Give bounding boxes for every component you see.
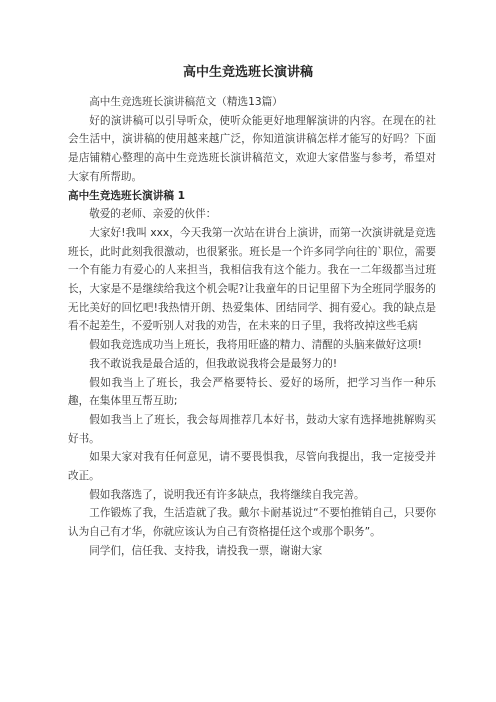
paragraph: 工作锻炼了我，生活造就了我。戴尔卡耐基说过“不要怕推销自己，只要你认为自己有才华，你就应该认为自己有资格提任这个或那个职务”。 bbox=[68, 507, 436, 539]
paragraph: 同学们，信任我、支持我，请投我一票，谢谢大家 bbox=[89, 544, 323, 557]
section-heading: 高中生竞选班长演讲稿 1 bbox=[68, 189, 185, 202]
paragraph: 高中生竞选班长演讲稿范文（精选13篇） bbox=[89, 96, 283, 108]
paragraph: 敬爱的老师、亲爱的伙伴： bbox=[89, 208, 217, 221]
paragraph: 如果大家对我有任何意见，请不要畏惧我，尽管向我提出，我一定接受并改正。 bbox=[68, 451, 436, 483]
document-body bbox=[68, 93, 436, 561]
paragraph: 好的演讲稿可以引导听众，使听众能更好地理解演讲的内容。在现在的社会生活中，演讲稿的使用越来越广泛，你知道演讲稿怎样才能写的好吗？下面是店铺精心整理的高中生竞选班长演讲稿范文，欢迎大家借鉴与参考，希望对大家有所帮助。 bbox=[68, 114, 436, 183]
paragraph: 我不敢说我是最合适的，但我敢说我将会是最努力的! bbox=[89, 357, 338, 370]
document-title: 高中生竞选班长演讲稿 bbox=[182, 65, 313, 80]
paragraph: 假如我落选了，说明我还有许多缺点，我将继续自我完善。 bbox=[89, 488, 365, 501]
paragraph: 假如我当上了班长，我会严格要特长、爱好的场所，把学习当作一种乐趣，在集体里互帮互助; bbox=[68, 376, 436, 408]
paragraph: 假如我当上了班长，我会每周推荐几本好书，鼓动大家有选择地挑解购买好书。 bbox=[68, 413, 436, 445]
paragraph: 假如我竞选成功当上班长，我将用旺盛的精力、清醒的头脑来做好这项! bbox=[89, 339, 422, 352]
paragraph: 大家好!我叫 xxx，今天我第一次站在讲台上演讲，而第一次演讲就是竞选班长，此时此刻我很激动，也很紧张。班长是一个许多同学向往的`职位，需要一个有能力有爱心的人来担当，我相信我有这个能力。我在一二年级都当过班长，大家是不是继续给我这个机会呢?让我童年的日记里留下为全班同学服务的无比美好的回忆吧!我热情开朗、热爱集体、团结同学、拥有爱心。我的缺点是看不起差生，不爱听别人对我的劝告，在未来的日子里，我将改掉这些毛病 bbox=[68, 226, 436, 333]
